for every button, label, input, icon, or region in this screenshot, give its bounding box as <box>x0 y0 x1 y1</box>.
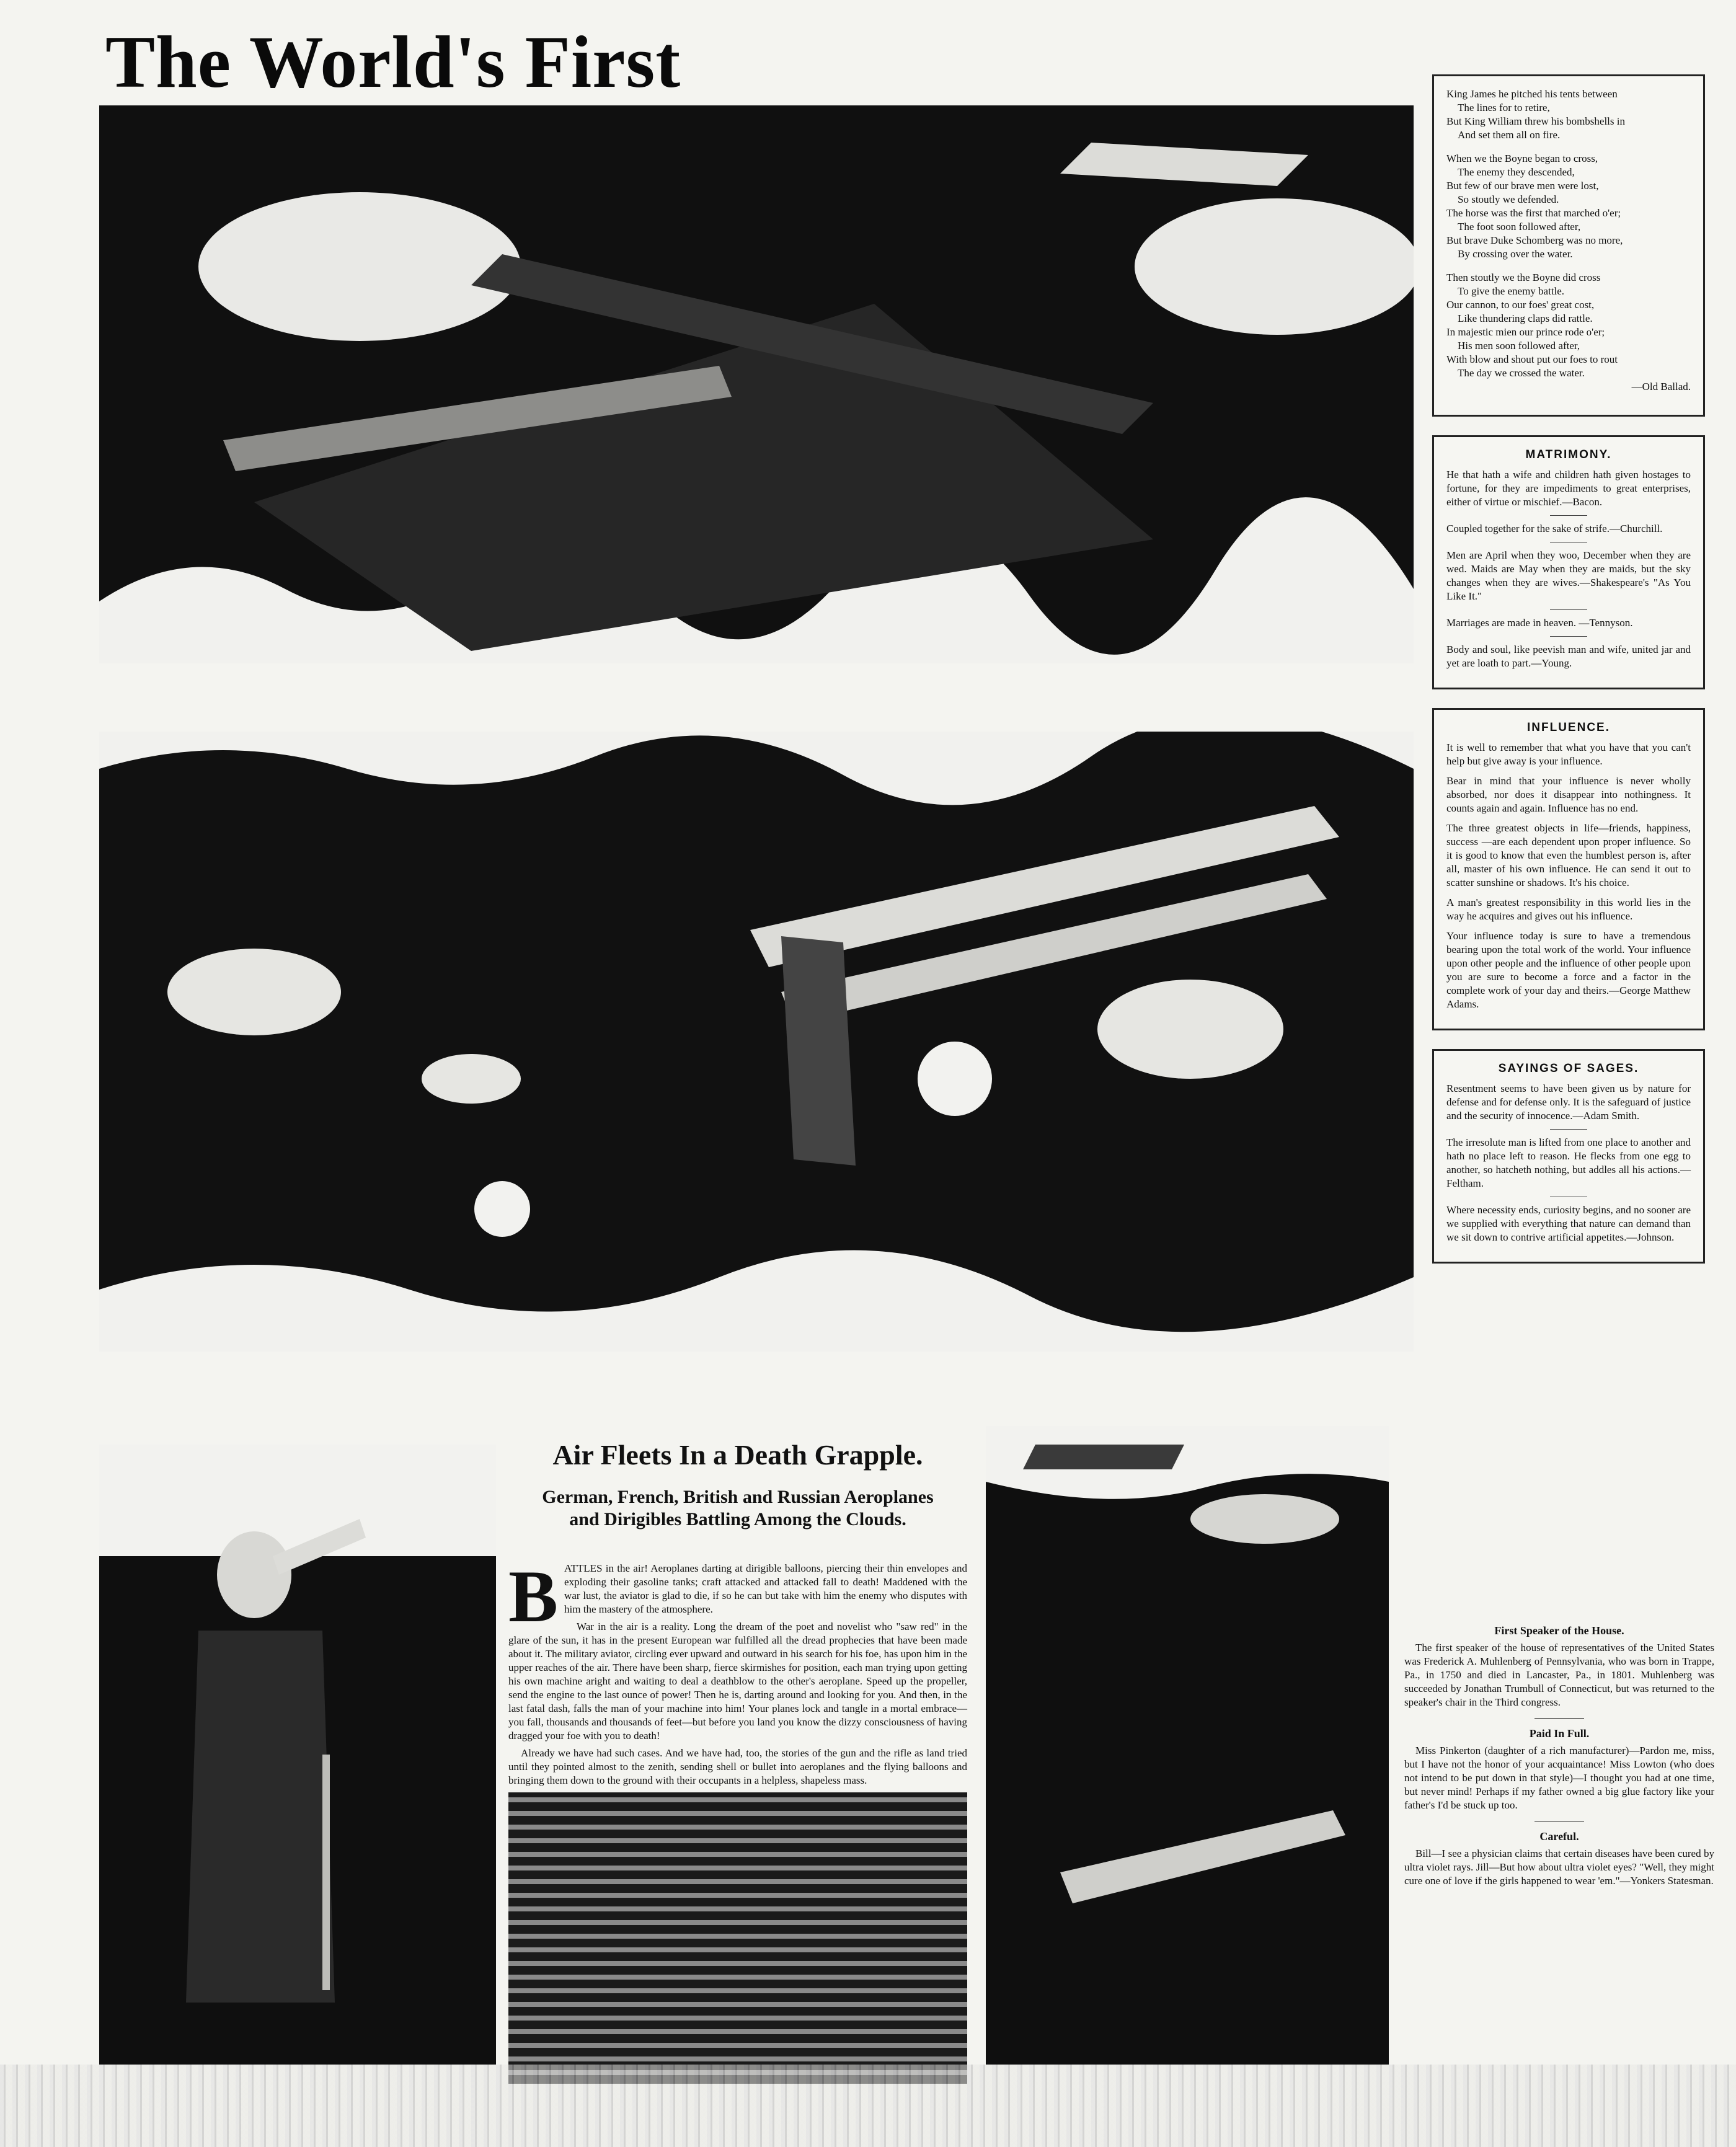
ballad-line: Our cannon, to our foes' great cost, <box>1446 299 1595 311</box>
masthead-title: The World's First <box>105 20 681 103</box>
ballad-line: Then stoutly we the Boyne did cross <box>1446 272 1601 283</box>
ballad-line: But King William threw his bombshells in <box>1446 115 1625 127</box>
sayings-quote: The irresolute man is lifted from one place to another and hath no place left to reason. He flecks from one egg to another, so hatcheth nothing, but addles all his actions.—Feltham. <box>1446 1136 1691 1189</box>
paid-title: Paid In Full. <box>1529 1727 1590 1740</box>
speaker-title: First Speaker of the House. <box>1494 1624 1624 1637</box>
ballad-stanza-2 <box>1446 152 1691 261</box>
influence-paragraph: It is well to remember that what you have that you can't help but give away is your influence. <box>1446 741 1691 767</box>
ballad-line: The foot soon followed after, <box>1458 221 1581 232</box>
ballad-stanza-1 <box>1446 87 1691 142</box>
paid-text: Miss Pinkerton (daughter of a rich manufacturer)—Pardon me, miss, but I have not the honor of your acquaintance! Miss Lowton (who does not intend to be put down in that style)—I thought you had at one time, but never mind! Perhaps if my father owned a big glue factory like your father's I'd be stuck up too. <box>1404 1745 1714 1811</box>
ballad-line: The horse was the first that marched o'er; <box>1446 207 1621 219</box>
ballad-line: But few of our brave men were lost, <box>1446 180 1599 192</box>
sayings-quote: Where necessity ends, curiosity begins, and no sooner are we supplied with everything that nature can demand than we sit down to contrive artificial appetites.—Johnson. <box>1446 1204 1691 1243</box>
speaker-text: The first speaker of the house of representatives of the United States was Frederick A. Muhlenberg of Pennsylvania, who was born in Trappe, Pa., in 1750 and died in Lancaster, Pa., in 1801. Muhlenberg was succeeded by Jonathan Trumbull of Connecticut, but was returned to the speaker's chair in the Third congress. <box>1404 1642 1714 1708</box>
ballad-line: When we the Boyne began to cross, <box>1446 153 1598 164</box>
story-lead: ATTLES in the air! Aeroplanes darting at dirigible balloons, piercing their thin envelopes and exploding their gasoline tanks; craft attacked and attacked fall to death! Maddened with the war lust, the aviator is glad to die, if so he can but take with him the enemy who disputes with him the mastery of the atmosphere. <box>564 1562 967 1615</box>
story-paragraph: War in the air is a reality. Long the dream of the poet and novelist who "saw red" in the glare of the sun, it has in the present European war fulfilled all the dread prophecies that have been made about it. The military aviator, circling ever upward and outward in his search for his foe, has upon him in the upper reaches of the air. There have been sharp, fierce skirmishes for position, each man trying upon getting his own machine aright and waiting to deal a deathblow to the other's aeroplane. Speed up the propeller, send the engine to the last ounce of power! Then he is, darting around and looking for you. And then, in the last fatal dash, falls the man of your machine into him! Your planes lock and tangle in a mortal embrace—you fall, thousands and thousands of feet—but before you land you know the dizzy consciousness of having dragged your foe with you to death! <box>508 1621 967 1742</box>
page-edge-texture <box>0 2065 1736 2147</box>
ballad-line: In majestic mien our prince rode o'er; <box>1446 326 1605 338</box>
divider <box>1550 515 1587 516</box>
matrimony-quote: He that hath a wife and children hath given hostages to fortune, for they are impediments to great enterprises, either of virtue or mischief.—Bacon. <box>1446 469 1691 508</box>
ballad-line: With blow and shout put our foes to rout <box>1446 353 1618 365</box>
matrimony-title: MATRIMONY. <box>1525 448 1612 461</box>
ballad-line: But brave Duke Schomberg was no more, <box>1446 234 1623 246</box>
ballad-line: The day we crossed the water. <box>1458 367 1585 379</box>
illustration-top <box>99 105 1414 663</box>
story-subhead: German, French, British and Russian Aeroplanes and Dirigibles Battling Among the Clouds. <box>542 1487 934 1529</box>
ballad-line: So stoutly we defended. <box>1458 193 1559 205</box>
divider <box>1550 609 1587 610</box>
ballad-line: The lines for to retire, <box>1458 102 1550 113</box>
ballad-line: King James he pitched his tents between <box>1446 88 1618 100</box>
matrimony-quote: Marriages are made in heaven. —Tennyson. <box>1446 617 1633 629</box>
influence-paragraph: The three greatest objects in life—friends, happiness, success —are each dependent upon proper influence. So it is good to know that even the humblest person is, after all, master of his own influence. He can send it out to scatter sunshine or shadows. It's his choice. <box>1446 822 1691 888</box>
ballad-line: Like thundering claps did rattle. <box>1458 312 1593 324</box>
divider <box>1534 1821 1584 1822</box>
ballad-box <box>1432 74 1705 417</box>
matrimony-quote: Men are April when they woo, December when they are wed. Maids are May when they are maids, but the sky changes when they are wives.—Shakespeare's "As You Like It." <box>1446 549 1691 602</box>
ballad-line: And set them all on fire. <box>1458 129 1561 141</box>
influence-title: INFLUENCE. <box>1527 721 1610 734</box>
notes-column <box>1404 1624 1714 1893</box>
ballad-line: To give the enemy battle. <box>1458 285 1565 297</box>
sayings-quote: Resentment seems to have been given us by nature for defense and for defense only. It is the safeguard of justice and the security of innocence.—Adam Smith. <box>1446 1082 1691 1122</box>
ballad-line: By crossing over the water. <box>1458 248 1573 260</box>
drop-cap: B <box>508 1555 559 1637</box>
influence-paragraph: Bear in mind that your influence is never wholly absorbed, nor does it disappear into nothingness. It counts again and again. Influence has no end. <box>1446 775 1691 814</box>
divider <box>1550 636 1587 637</box>
matrimony-quote: Coupled together for the sake of strife.—Churchill. <box>1446 523 1663 534</box>
divider <box>1550 1129 1587 1130</box>
influence-box <box>1432 708 1705 1030</box>
illustration-middle <box>99 732 1414 1352</box>
matrimony-box <box>1432 435 1705 689</box>
careful-text: Bill—I see a physician claims that certain diseases have been cured by ultra violet rays. Jill—But how about ultra violet eyes? "Well, they might cure one of love if the girls happened to wear 'em."—Yonkers Statesman. <box>1404 1848 1714 1887</box>
illustration-bottom-right <box>986 1426 1389 2065</box>
sayings-title: SAYINGS OF SAGES. <box>1498 1062 1639 1075</box>
story-headline: Air Fleets In a Death Grapple. <box>552 1439 923 1471</box>
ballad-line: His men soon followed after, <box>1458 340 1580 352</box>
story-body <box>508 1555 967 2084</box>
main-story <box>508 1438 967 2084</box>
matrimony-quote: Body and soul, like peevish man and wife, united jar and yet are loath to part.—Young. <box>1446 644 1691 669</box>
careful-title: Careful. <box>1539 1830 1579 1843</box>
influence-paragraph: A man's greatest responsibility in this world lies in the way he acquires and gives out his influence. <box>1446 896 1691 922</box>
ballad-line: The enemy they descended, <box>1458 166 1575 178</box>
influence-paragraph: Your influence today is sure to have a tremendous bearing upon the total work of the world. Your influence upon other people and the influence of other people upon you are sure to become a force and a factor in the complete work of your day and theirs.—George Matthew Adams. <box>1446 930 1691 1010</box>
illegible-text-block <box>508 1792 967 2084</box>
story-paragraph: Already we have had such cases. And we have had, too, the stories of the gun and the rifle as land tried until they pointed almost to the zenith, sending shell or bullet into aeroplanes and the flying balloons and bringing them down to the ground with their occupants in a helpless, shapeless mass. <box>508 1747 967 1786</box>
ballad-stanza-3 <box>1446 271 1691 394</box>
sayings-box <box>1432 1049 1705 1264</box>
divider <box>1534 1718 1584 1719</box>
illustration-bottom-left <box>99 1445 496 2065</box>
ballad-attribution: —Old Ballad. <box>1631 381 1691 392</box>
sidebar <box>1432 74 1705 1282</box>
